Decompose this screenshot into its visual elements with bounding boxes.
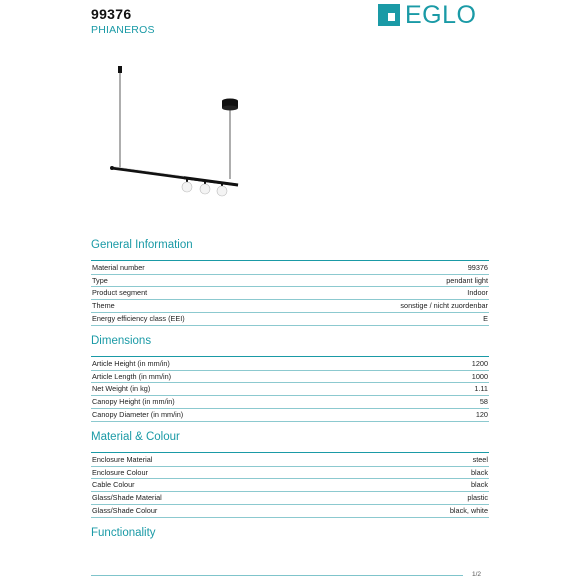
table-row [91,312,489,325]
table-row [91,300,489,313]
spec-value: 58 [424,396,489,409]
table-row [91,492,489,505]
spec-value: black, white [346,504,489,517]
spec-label: Glass/Shade Colour [91,504,346,517]
table-row [91,504,489,517]
footer-divider [91,575,463,576]
spec-value: 120 [424,408,489,421]
spec-label: Canopy Diameter (in mm/in) [91,408,424,421]
table-row [91,396,489,409]
spec-value: sonstige / nicht zuordenbar [296,300,490,313]
section-material-colour [91,430,489,518]
table-row [91,383,489,396]
spec-label: Glass/Shade Material [91,492,346,505]
spec-label: Energy efficiency class (EEI) [91,312,296,325]
spec-label: Article Length (in mm/in) [91,370,424,383]
spec-label: Cable Colour [91,479,346,492]
table-row [91,479,489,492]
section-divider [91,356,489,357]
table-row [91,454,489,466]
spec-value: 99376 [296,262,490,274]
spec-label: Product segment [91,287,296,300]
spec-value: plastic [346,492,489,505]
table-row [91,408,489,421]
document-header [91,6,155,36]
spec-value: E [296,312,490,325]
section-general-information [91,238,489,326]
product-image [104,62,244,202]
spec-label: Enclosure Material [91,454,346,466]
brand-logo [378,1,477,29]
table-row [91,287,489,300]
spec-table [91,358,489,422]
spec-label: Net Weight (in kg) [91,383,424,396]
spec-value: steel [346,454,489,466]
section-title: General Information [91,239,193,251]
spec-value: 1200 [424,358,489,370]
spec-label: Enclosure Colour [91,466,346,479]
table-row [91,274,489,287]
brand-name: EGLO [405,1,477,29]
eglo-logo-icon [378,4,400,26]
spec-value: Indoor [296,287,490,300]
article-number: 99376 [91,6,132,22]
table-row [91,358,489,370]
spec-value: 1000 [424,370,489,383]
spec-label: Theme [91,300,296,313]
spec-label: Material number [91,262,296,274]
spec-label: Canopy Height (in mm/in) [91,396,424,409]
section-divider [91,260,489,261]
section-title: Dimensions [91,335,152,347]
spec-label: Type [91,274,296,287]
section-functionality [91,526,489,540]
product-name: PHIANEROS [91,24,155,36]
spec-label: Article Height (in mm/in) [91,358,424,370]
spec-value: black [346,466,489,479]
section-title: Functionality [91,527,156,539]
page-number: 1/2 [471,571,481,578]
spec-value: black [346,479,489,492]
section-divider [91,452,489,453]
section-title: Material & Colour [91,431,180,443]
table-row [91,262,489,274]
spec-table [91,262,489,326]
spec-value: 1.11 [424,383,489,396]
table-row [91,370,489,383]
spec-value: pendant light [296,274,490,287]
section-dimensions [91,334,489,422]
spec-table [91,454,489,518]
table-row [91,466,489,479]
